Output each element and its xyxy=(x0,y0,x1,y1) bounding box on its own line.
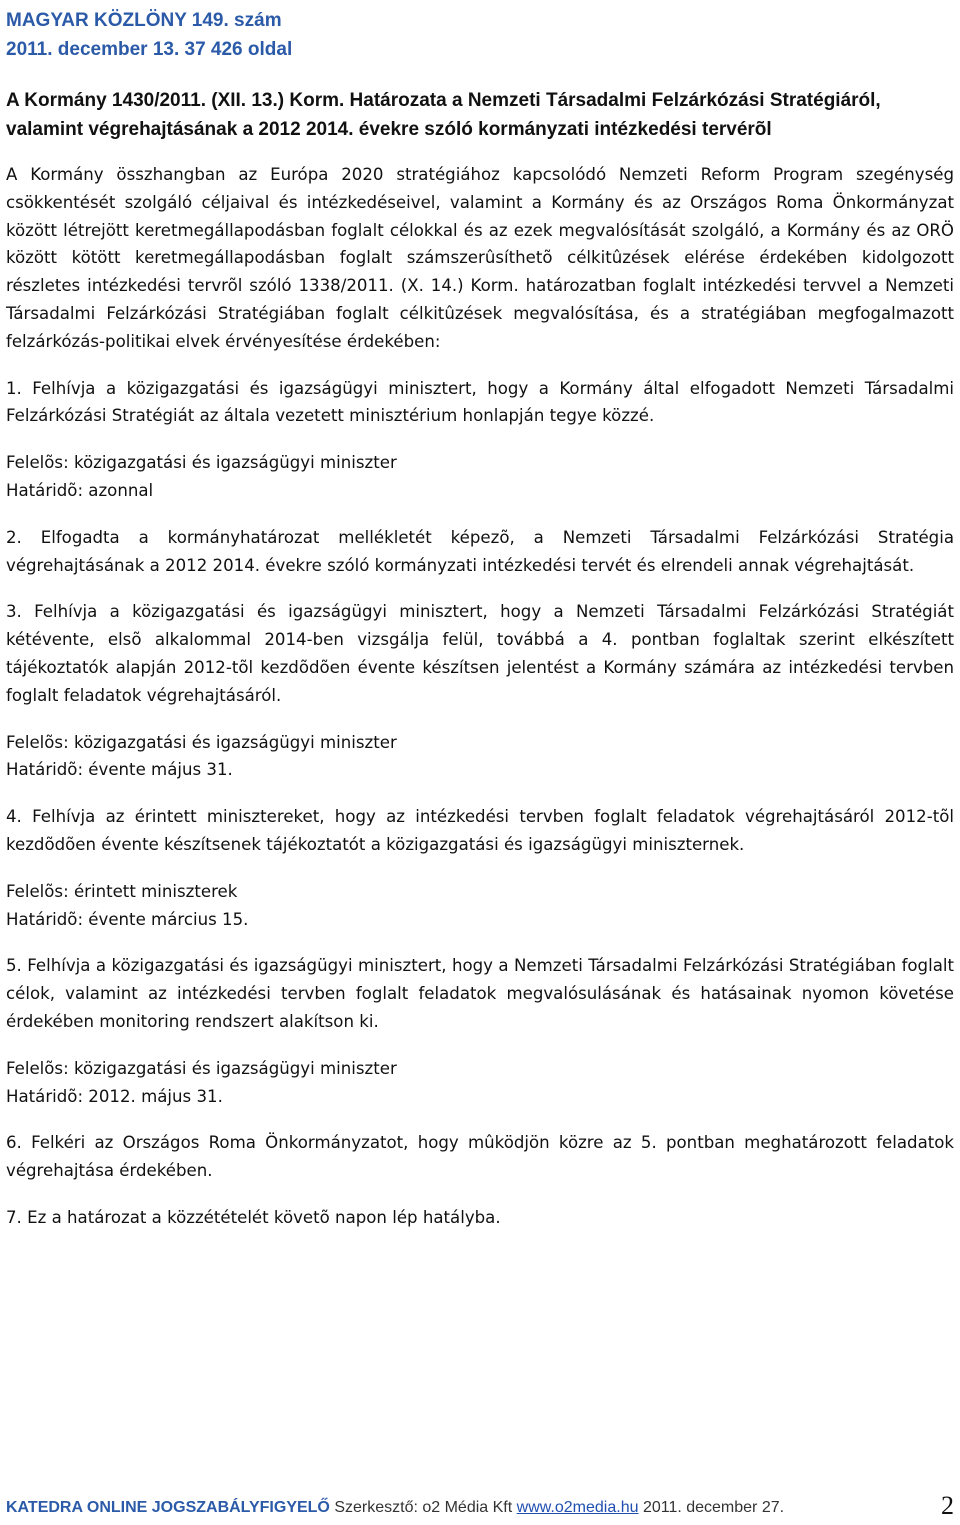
item-4-deadline: Határidõ: évente március 15. xyxy=(6,909,249,929)
item-3-deadline: Határidõ: évente május 31. xyxy=(6,760,233,780)
item-4: 4. Felhívja az érintett minisztereket, hogy az intézkedési tervben foglalt feladatok végrehajtásáról 2012-tõl kezdõdõen évente készítsenek tájékoztatót a közigazgatási és igazságügyi miniszternek. xyxy=(6,807,954,854)
gazette-header xyxy=(6,6,954,64)
footer-website-link[interactable]: www.o2media.hu xyxy=(516,1499,639,1516)
item-4-responsible: Felelõs: érintett miniszterek xyxy=(6,881,238,901)
preamble-paragraph: A Kormány összhangban az Európa 2020 stratégiához kapcsolódó Nemzeti Reform Program szegénység csökkentését szolgáló céljaival és intézkedéseivel, valamint a Kormány és az Országos Roma Önkormányzat között létrejött keretmegállapodásban foglalt célokkal és az ezek megvalósítását szolgáló, a Kormány és az ORÖ között kötött keretmegállapodásban foglalt számszerûsíthetõ célkitûzések elérése érdekében kidolgozott részletes intézkedési tervrõl szóló 1338/2011. (X. 14.) Korm. határozatban foglalt intézkedési tervvel a Nemzeti Társadalmi Felzárkózási Stratégiában foglalt célkitûzések megvalósítása, és a stratégiában megfogalmazott felzárkózás-politikai elvek érvényesítése érdekében: xyxy=(6,165,954,351)
footer-brand: KATEDRA ONLINE JOGSZABÁLYFIGYELŐ xyxy=(6,1499,330,1516)
gazette-date-page: 2011. december 13. 37 426 oldal xyxy=(6,39,293,60)
item-2: 2. Elfogadta a kormányhatározat mellékletét képezõ, a Nemzeti Társadalmi Felzárkózási Stratégia végrehajtásának a 2012 2014. évekre szóló kormányzati intézkedési tervét és elrendeli annak végrehajtását. xyxy=(6,527,954,575)
item-6: 6. Felkéri az Országos Roma Önkormányzatot, hogy mûködjön közre az 5. pontban meghatározott feladatok végrehajtása érdekében. xyxy=(6,1133,954,1181)
item-5: 5. Felhívja a közigazgatási és igazságügyi minisztert, hogy a Nemzeti Társadalmi Felzárkózási Stratégiában foglalt célok, valamint az intézkedési tervben foglalt feladatok megvalósulásának és hatásainak nyomon követése érdekében monitoring rendszert alakítson ki. xyxy=(6,956,954,1031)
item-5-deadline: Határidõ: 2012. május 31. xyxy=(6,1086,223,1106)
item-1: 1. Felhívja a közigazgatási és igazságügyi minisztert, hogy a Kormány által elfogadott Nemzeti Társadalmi Felzárkózási Stratégiát az általa vezetett minisztérium honlapján tegye közzé. xyxy=(6,378,954,426)
footer-editor: Szerkesztő: o2 Média Kft xyxy=(334,1499,513,1516)
footer-date: 2011. december 27. xyxy=(642,1499,785,1516)
resolution-title: A Kormány 1430/2011. (XII. 13.) Korm. Határozata a Nemzeti Társadalmi Felzárkózási Stratégiáról, valamint végrehajtásának a 2012 2014. évekre szóló kormányzati intézkedési tervérõl xyxy=(6,90,881,140)
page-footer xyxy=(6,1491,954,1520)
item-7: 7. Ez a határozat a közzétételét követõ napon lép hatályba. xyxy=(6,1207,501,1227)
item-5-responsible: Felelõs: közigazgatási és igazságügyi miniszter xyxy=(6,1058,397,1078)
item-3-responsible: Felelõs: közigazgatási és igazságügyi miniszter xyxy=(6,732,397,752)
page-number: 2 xyxy=(941,1491,954,1520)
gazette-issue: MAGYAR KÖZLÖNY 149. szám xyxy=(6,10,282,31)
item-1-responsible: Felelõs: közigazgatási és igazságügyi miniszter xyxy=(6,453,397,473)
document-page xyxy=(6,6,954,1232)
item-3: 3. Felhívja a közigazgatási és igazságügyi minisztert, hogy a Nemzeti Társadalmi Felzárkózási Stratégiát kétévente, elsõ alkalommal 2014-ben vizsgálja felül, továbbá a 4. pontban foglaltak szerint elkészített tájékoztatók alapján 2012-tõl kezdõdõen évente készítsen jelentést a Kormány számára az intézkedési tervben foglalt feladatok végrehajtásáról. xyxy=(6,602,954,705)
item-1-deadline: Határidõ: azonnal xyxy=(6,480,154,500)
